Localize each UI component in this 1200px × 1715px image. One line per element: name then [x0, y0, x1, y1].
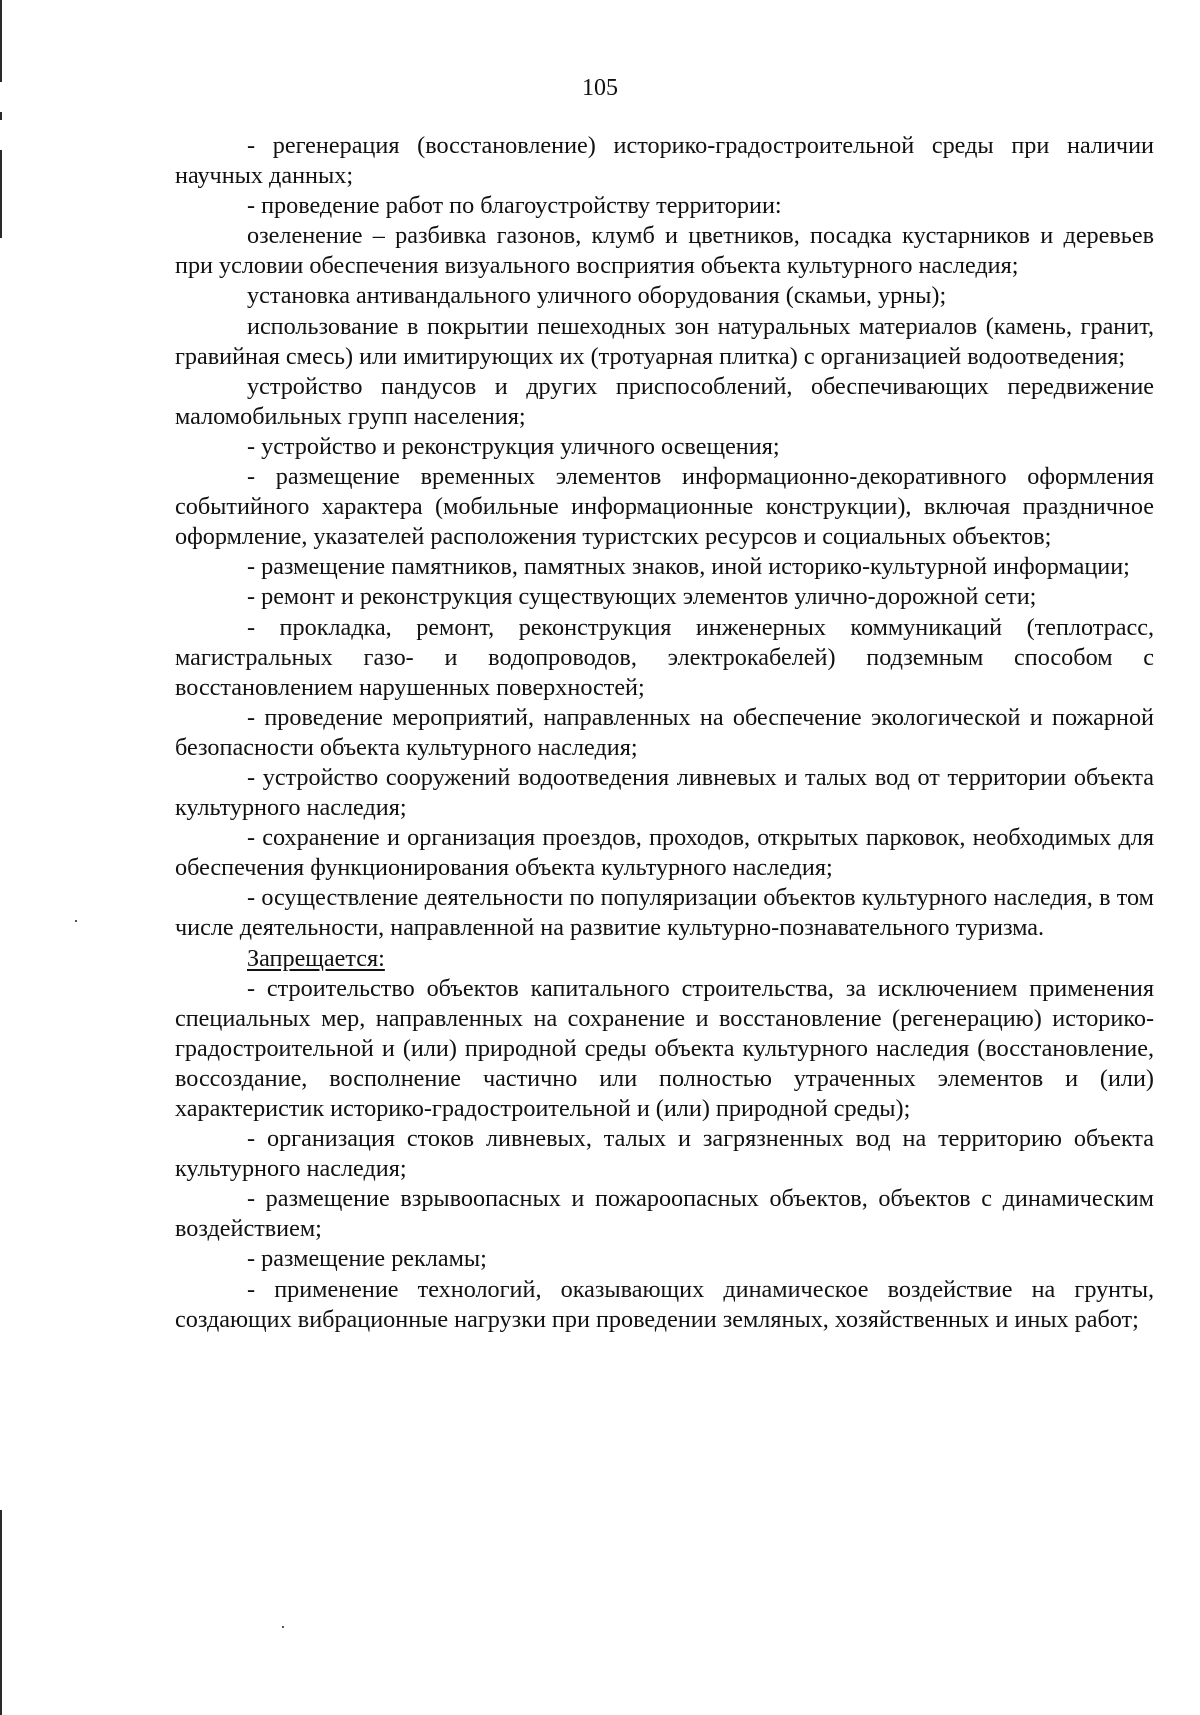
- prohibited-item: - применение технологий, оказывающих динамическое воздействие на грунты, создающих вибрационные нагрузки при проведении земляных, хозяйственных и иных работ;: [175, 1275, 1154, 1333]
- document-body: [175, 131, 1154, 1335]
- paragraph: - устройство и реконструкция уличного освещения;: [247, 432, 780, 460]
- scan-edge-mark: [0, 112, 2, 120]
- paragraph: - размещение памятников, памятных знаков, иной историко-культурной информации;: [247, 553, 1130, 581]
- paragraph: - прокладка, ремонт, реконструкция инженерных коммуникаций (теплотрасс, магистральных газо- и водопроводов, электрокабелей) подземным способом с восстановлением нарушенных поверхностей;: [175, 613, 1154, 701]
- prohibited-item: - размещение рекламы;: [247, 1245, 487, 1273]
- paragraph: - размещение временных элементов информационно-декоративного оформления событийного характера (мобильные информационные конструкции), включая праздничное оформление, указателей расположения туристских ресурсов и социальных объектов;: [175, 463, 1154, 551]
- scan-speck: [75, 920, 77, 922]
- paragraph: - устройство сооружений водоотведения ливневых и талых вод от территории объекта культурного наследия;: [175, 763, 1154, 822]
- scan-speck: [282, 1626, 284, 1628]
- scan-edge-mark: [0, 1510, 2, 1715]
- paragraph: установка антивандального уличного оборудования (скамьи, урны);: [247, 282, 947, 310]
- paragraph: озеленение – разбивка газонов, клумб и цветников, посадка кустарников и деревьев при условии обеспечения визуального восприятия объекта культурного наследия;: [175, 222, 1154, 280]
- prohibited-item: - размещение взрывоопасных и пожароопасных объектов, объектов с динамическим воздействием;: [175, 1185, 1154, 1243]
- prohibited-item: - организация стоков ливневых, талых и загрязненных вод на территорию объекта культурного наследия;: [175, 1125, 1154, 1183]
- paragraph: - проведение мероприятий, направленных на обеспечение экологической и пожарной безопасности объекта культурного наследия;: [175, 703, 1154, 761]
- prohibited-item: - строительство объектов капитального строительства, за исключением применения специальных мер, направленных на сохранение и восстановление (регенерацию) историко-градостроительной и (или) природной среды объекта культурного наследия (восстановление, воссоздание, восполнение частично или полностью утраченных элементов и (или) характеристик историко-градостроительной и (или) природной среды);: [175, 974, 1154, 1122]
- paragraph: - ремонт и реконструкция существующих элементов улично-дорожной сети;: [247, 583, 1037, 611]
- scan-edge-mark: [0, 150, 2, 238]
- prohibited-heading-row: [175, 944, 1154, 974]
- paragraph: устройство пандусов и других приспособлений, обеспечивающих передвижение маломобильных групп населения;: [175, 372, 1154, 430]
- paragraph: - сохранение и организация проездов, проходов, открытых парковок, необходимых для обеспечения функционирования объекта культурного наследия;: [175, 824, 1154, 882]
- paragraph: - осуществление деятельности по популяризации объектов культурного наследия, в том числе деятельности, направленной на развитие культурно-познавательного туризма.: [175, 884, 1154, 942]
- paragraph: использование в покрытии пешеходных зон натуральных материалов (камень, гранит, гравийная смесь) или имитирующих их (тротуарная плитка) с организацией водоотведения;: [175, 312, 1154, 370]
- paragraph: - регенерация (восстановление) историко-градостроительной среды при наличии научных данных;: [175, 132, 1154, 190]
- page-number: 105: [582, 75, 618, 101]
- scan-edge-mark: [0, 0, 2, 82]
- prohibited-heading: Запрещается:: [247, 944, 385, 972]
- paragraph: - проведение работ по благоустройству территории:: [247, 192, 782, 220]
